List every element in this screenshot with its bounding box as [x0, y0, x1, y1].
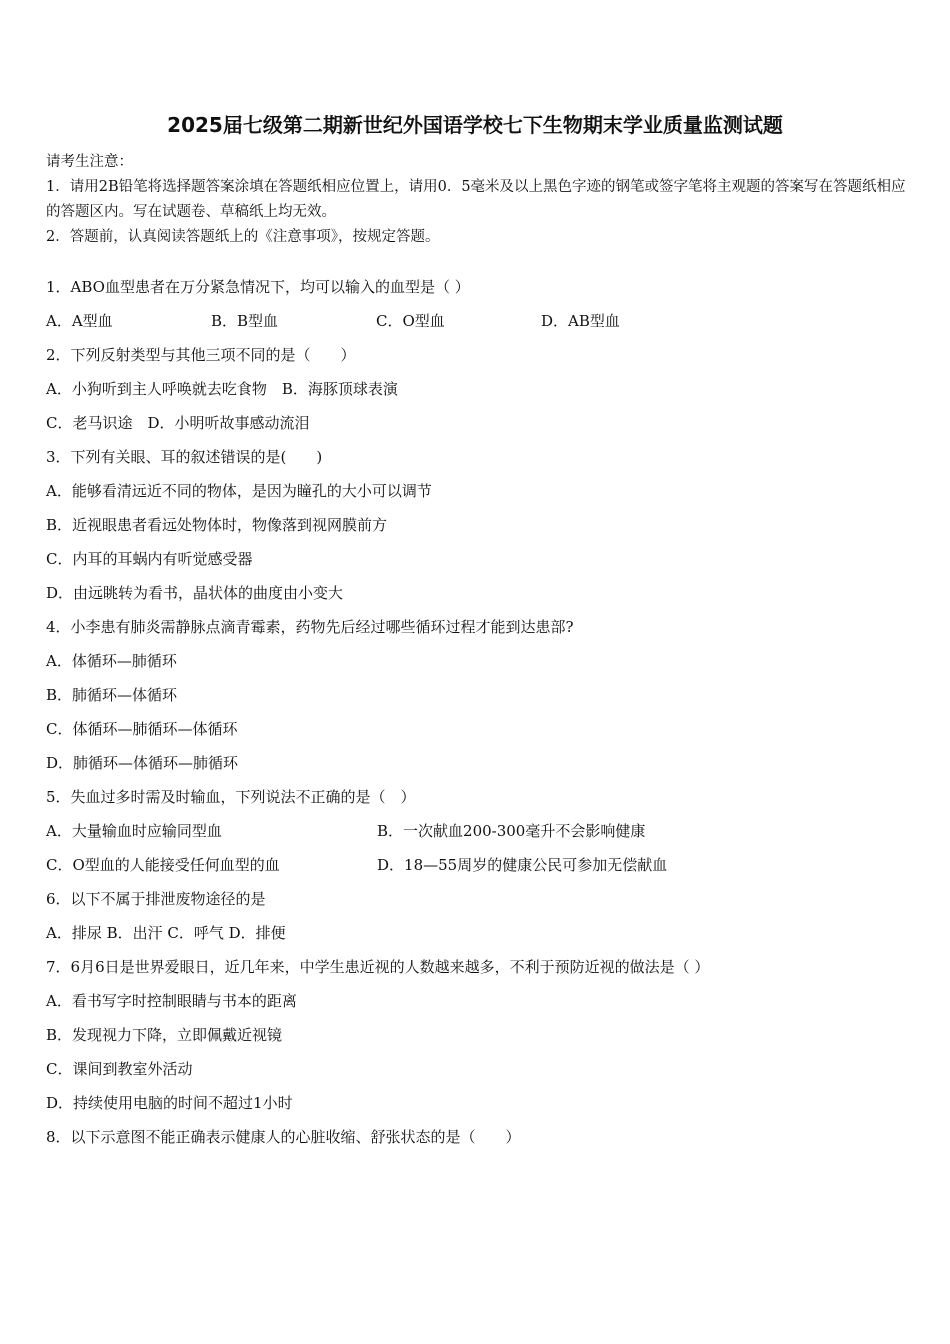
option-c: C．O型血 [376, 312, 445, 330]
option-a: A．看书写字时控制眼睛与书本的距离 [46, 992, 297, 1010]
option-row: C．老马识途 D．小明听故事感动流泪 [46, 414, 310, 432]
option-a: A．大量输血时应输同型血 [46, 822, 222, 840]
question-stem: 1．ABO血型患者在万分紧急情况下，均可以输入的血型是（ ） [46, 278, 470, 296]
notice-section [46, 150, 906, 250]
option-d: D．由远眺转为看书，晶状体的曲度由小变大 [46, 584, 344, 602]
option-c: C．O型血的人能接受任何血型的血 [46, 856, 280, 874]
notice-item: 2．答题前，认真阅读答题纸上的《注意事项》，按规定答题。 [46, 229, 440, 245]
question-list [46, 270, 906, 1154]
option-row [46, 814, 906, 848]
notice-item: 1．请用2B铅笔将选择题答案涂填在答题纸相应位置上，请用0．5毫米及以上黑色字迹的钢笔或签字笔将主观题的答案写在答题纸相应的答题区内。写在试题卷、草稿纸上均无效。 [46, 179, 906, 220]
option-b: B．肺循环—体循环 [46, 686, 178, 704]
option-d: D．18—55周岁的健康公民可参加无偿献血 [377, 856, 668, 874]
option-c: C．体循环—肺循环—体循环 [46, 720, 238, 738]
option-d: D．AB型血 [541, 312, 620, 330]
question-stem: 2．下列反射类型与其他三项不同的是（ ） [46, 346, 356, 364]
question-stem: 5．失血过多时需及时输血，下列说法不正确的是（ ） [46, 788, 416, 806]
option-a: A．A型血 [46, 312, 113, 330]
notice-heading: 请考生注意： [46, 154, 133, 170]
question-stem: 7．6月6日是世界爱眼日，近几年来，中学生患近视的人数越来越多，不利于预防近视的做法是（ ） [46, 958, 710, 976]
option-row [46, 304, 906, 338]
option-b: B．B型血 [211, 312, 279, 330]
option-b: B．一次献血200-300毫升不会影响健康 [377, 822, 646, 840]
page-title: 2025届七级第二期新世纪外国语学校七下生物期末学业质量监测试题 [167, 113, 783, 137]
option-a: A．能够看清远近不同的物体，是因为瞳孔的大小可以调节 [46, 482, 432, 500]
option-d: D．持续使用电脑的时间不超过1小时 [46, 1094, 293, 1112]
question-stem: 3．下列有关眼、耳的叙述错误的是( ) [46, 448, 323, 466]
question-stem: 6．以下不属于排泄废物途径的是 [46, 890, 266, 908]
option-b: B．发现视力下降，立即佩戴近视镜 [46, 1026, 283, 1044]
question-stem: 4．小李患有肺炎需静脉点滴青霉素，药物先后经过哪些循环过程才能到达患部? [46, 618, 574, 636]
option-c: C．内耳的耳蜗内有听觉感受器 [46, 550, 253, 568]
option-d: D．肺循环—体循环—肺循环 [46, 754, 239, 772]
option-a: A．体循环—肺循环 [46, 652, 177, 670]
option-row [46, 848, 906, 882]
option-row: A．排尿 B．出汗 C．呼气 D．排便 [46, 924, 286, 942]
option-row: A．小狗听到主人呼唤就去吃食物 B．海豚顶球表演 [46, 380, 398, 398]
option-b: B．近视眼患者看远处物体时，物像落到视网膜前方 [46, 516, 388, 534]
option-c: C．课间到教室外活动 [46, 1060, 193, 1078]
question-stem: 8．以下示意图不能正确表示健康人的心脏收缩、舒张状态的是（ ） [46, 1128, 521, 1146]
